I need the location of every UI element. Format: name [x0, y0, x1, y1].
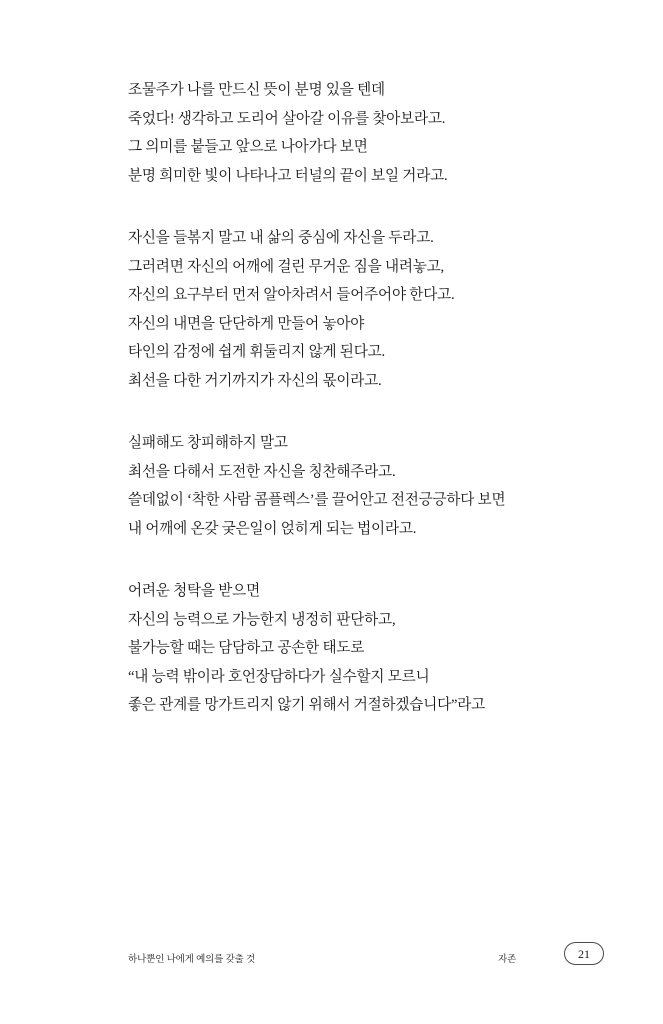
- section-label: 자존: [498, 955, 517, 965]
- text-line: 그러려면 자신의 어깨에 걸린 무거운 짐을 내려놓고,: [128, 258, 444, 275]
- text-line: 자신을 들볶지 말고 내 삶의 중심에 자신을 두라고.: [128, 230, 434, 246]
- page-footer: [0, 947, 663, 977]
- text-line: 내 어깨에 온갖 궂은일이 얹히게 되는 법이라고.: [128, 520, 417, 537]
- text-line: 최선을 다한 거기까지가 자신의 몫이라고.: [128, 372, 382, 389]
- text-line: 좋은 관계를 망가트리지 않기 위해서 거절하겠습니다”라고: [128, 697, 486, 713]
- text-line: 분명 희미한 빛이 나타나고 터널의 끝이 보일 거라고.: [128, 167, 448, 184]
- text-line: 죽었다! 생각하고 도리어 살아갈 이유를 찾아보라고.: [128, 110, 446, 127]
- text-line: 자신의 내면을 단단하게 만들어 놓아야: [128, 315, 365, 332]
- text-line: 타인의 감정에 쉽게 휘둘리지 않게 된다고.: [128, 344, 385, 360]
- page-number: 21: [564, 942, 604, 965]
- text-line: 어려운 청탁을 받으면: [128, 583, 260, 599]
- stanza: [128, 224, 558, 395]
- text-line: 그 의미를 붙들고 앞으로 나아가다 보면: [128, 139, 368, 155]
- stanza: [128, 577, 558, 720]
- text-line: 자신의 요구부터 먼저 알아차려서 들어주어야 한다고.: [128, 287, 455, 303]
- running-title: 하나뿐인 나에게 예의를 갖출 것: [128, 955, 256, 965]
- text-line: 조물주가 나를 만드신 뜻이 분명 있을 텐데: [128, 82, 385, 98]
- text-line: 쓸데없이 ‘착한 사람 콤플렉스’를 끌어안고 전전긍긍하다 보면: [128, 492, 506, 508]
- stanza: [128, 76, 558, 190]
- text-line: 불가능할 때는 담담하고 공손한 태도로: [128, 640, 365, 656]
- text-line: 자신의 능력으로 가능한지 냉정히 판단하고,: [128, 611, 396, 628]
- body-text: [128, 76, 558, 720]
- stanza: [128, 429, 558, 543]
- text-line: 실패해도 창피해하지 말고: [128, 435, 288, 451]
- text-line: “내 능력 밖이라 호언장담하다가 실수할지 모르니: [128, 668, 430, 685]
- text-line: 최선을 다해서 도전한 자신을 칭찬해주라고.: [128, 463, 396, 480]
